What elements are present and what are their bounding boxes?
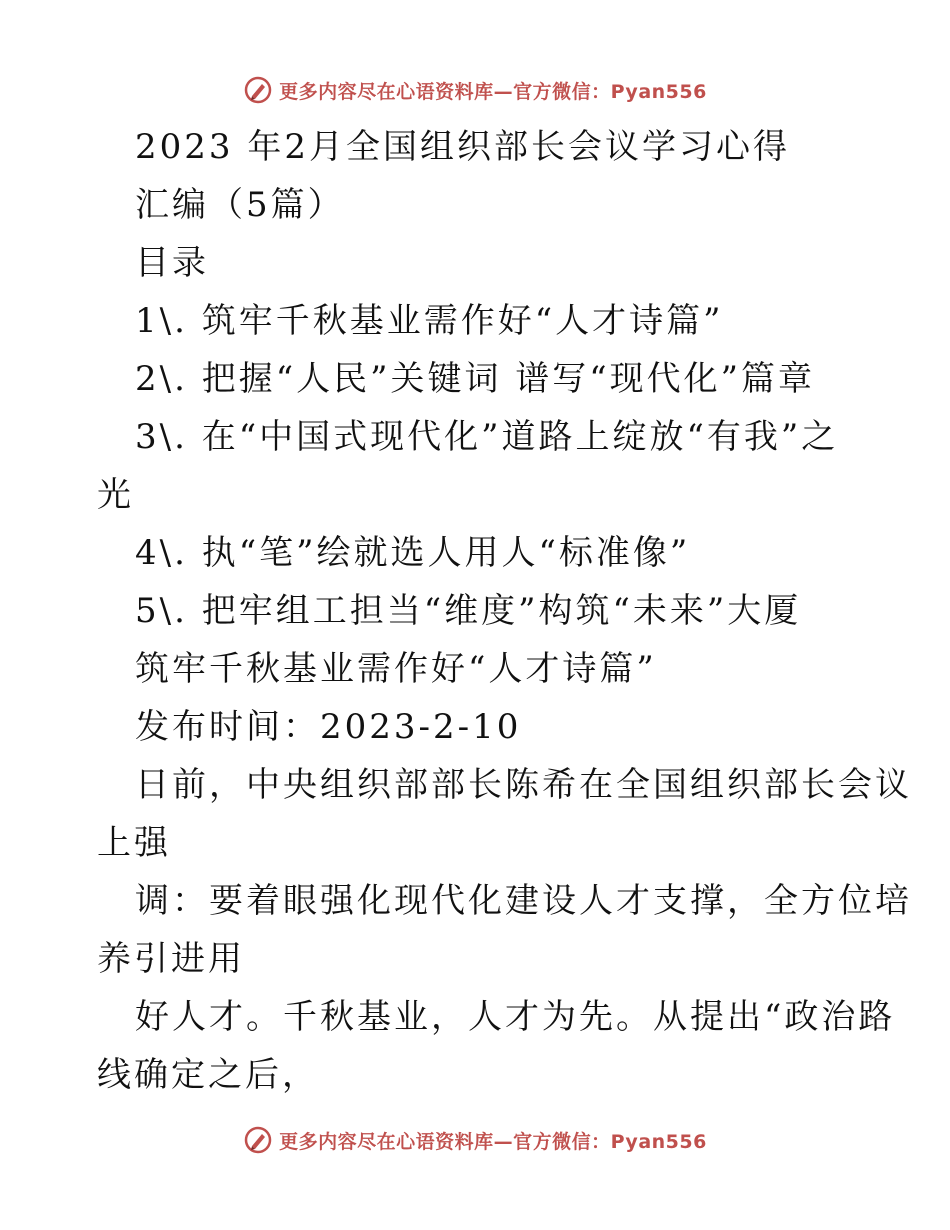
watermark-footer	[0, 1120, 950, 1160]
watermark-text: 更多内容尽在心语资料库—官方微信：Pyan556	[279, 1130, 707, 1153]
toc-heading: 目录	[135, 243, 209, 283]
watermark-text: 更多内容尽在心语资料库—官方微信：Pyan556	[279, 80, 707, 103]
paragraph-line: 养引进用	[97, 939, 245, 979]
paragraph-line: 线确定之后，	[97, 1055, 319, 1095]
paragraph-line: 好人才。千秋基业，人才为先。从提出“政治路	[135, 997, 896, 1037]
toc-item-5: 5\. 把牢组工担当“维度”构筑“未来”大厦	[135, 591, 802, 631]
toc-item-4: 4\. 执“笔”绘就选人用人“标准像”	[135, 533, 691, 573]
pen-logo-icon	[243, 75, 273, 105]
paragraph-line: 上强	[97, 823, 171, 863]
toc-item-1: 1\. 筑牢千秋基业需作好“人才诗篇”	[135, 301, 724, 341]
doc-title-line-1: 2023 年2月全国组织部长会议学习心得	[135, 127, 790, 167]
toc-item-3: 3\. 在“中国式现代化”道路上绽放“有我”之	[135, 417, 839, 457]
pen-logo-icon	[243, 1125, 273, 1155]
document-body	[97, 118, 912, 1104]
toc-item-3-continued: 光	[97, 475, 134, 515]
watermark-header	[0, 70, 950, 110]
doc-title-line-2: 汇编（5篇）	[135, 185, 345, 225]
toc-item-2: 2\. 把握“人民”关键词 谱写“现代化”篇章	[135, 359, 816, 399]
paragraph-line: 调：要着眼强化现代化建设人才支撑，全方位培	[135, 881, 912, 921]
paragraph-line: 日前，中央组织部部长陈希在全国组织部长会议	[135, 765, 912, 805]
publish-date: 发布时间：2023-2-10	[135, 707, 522, 747]
article-title: 筑牢千秋基业需作好“人才诗篇”	[135, 649, 657, 689]
